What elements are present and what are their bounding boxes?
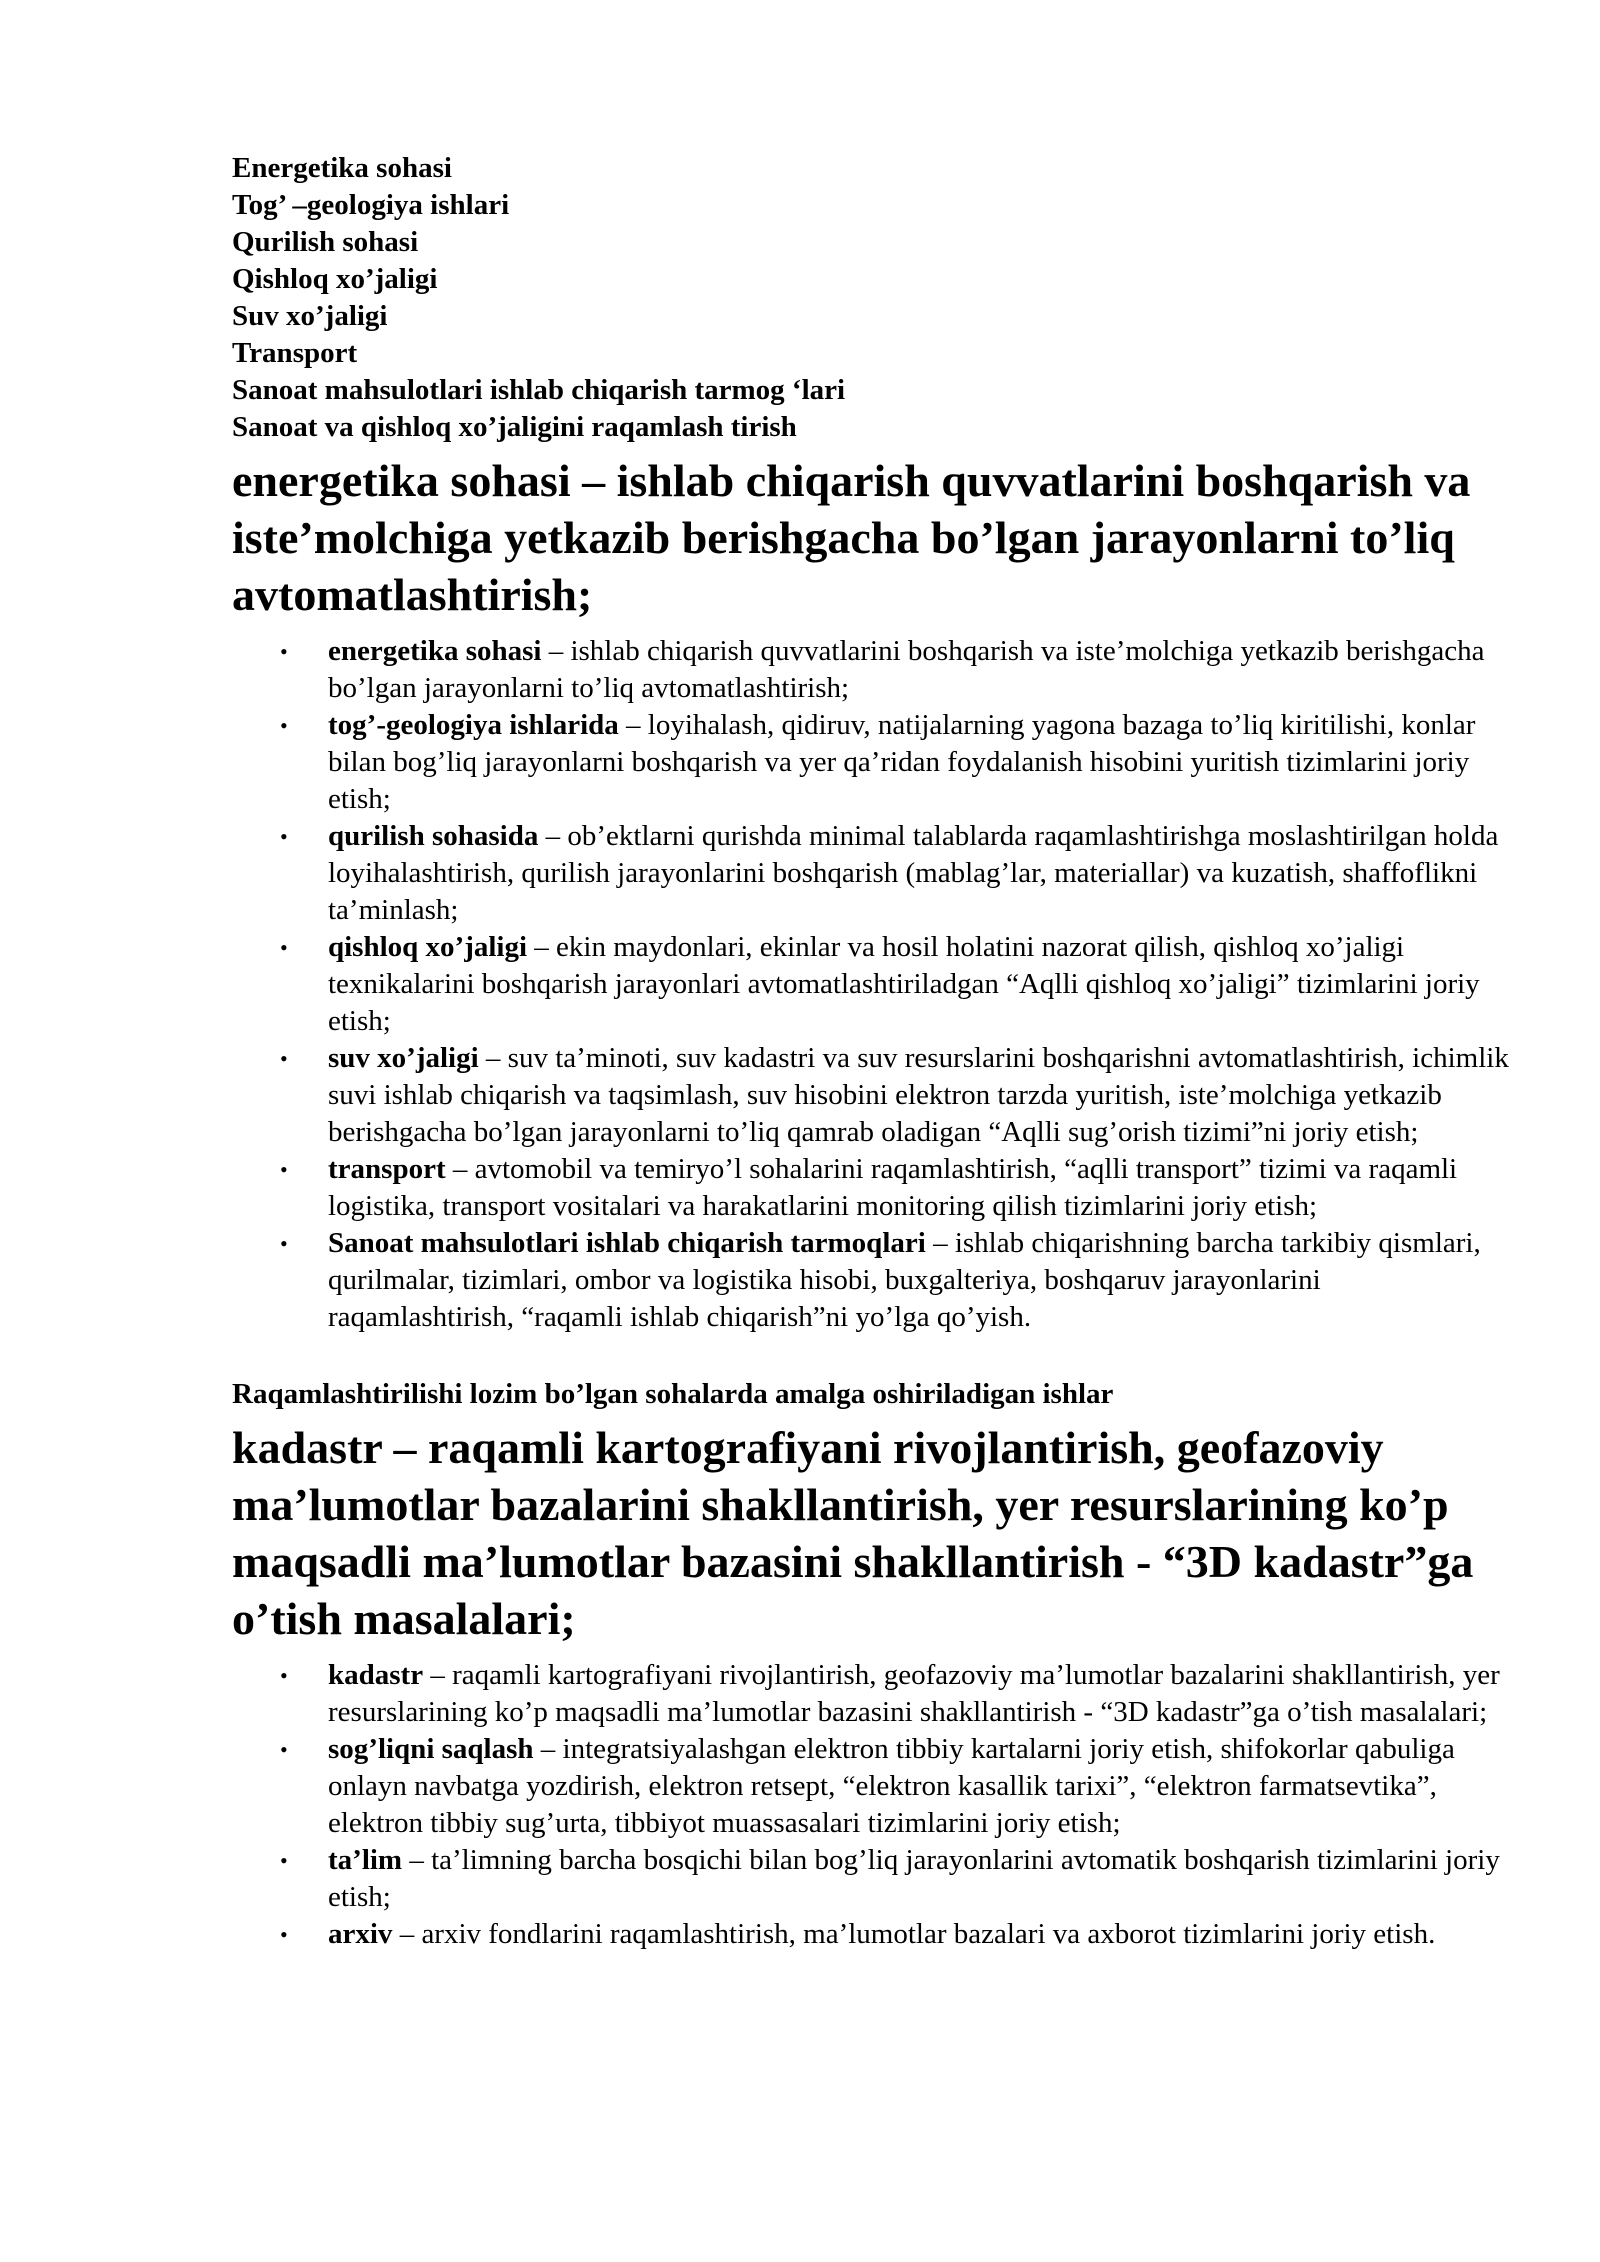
list-item	[232, 1842, 1512, 1916]
topic-line: Qurilish sohasi	[232, 226, 419, 258]
list-item	[232, 1151, 1512, 1225]
item-text: – ob’ektlarni qurishda minimal talablarda raqamlashtirishga moslashtirilgan holda loyihalashtirish, qurilish jarayonlarini boshqarish (mablag’lar, materiallar) va kuzatish, shaffoflikni ta’minlash;	[328, 820, 1499, 926]
item-term: Sanoat mahsulotlari ishlab chiqarish tarmoqlari	[328, 1227, 926, 1259]
bullet-icon: •	[280, 1922, 288, 1947]
bullet-icon: •	[280, 935, 288, 960]
section-heading: energetika sohasi – ishlab chiqarish quvvatlarini boshqarish va iste’molchiga yetkazib berishgacha bo’lgan jarayonlarni to’liq avtomatlashtirish;	[232, 455, 1471, 620]
bullet-list	[232, 1657, 1512, 1953]
item-text: – suv ta’minoti, suv kadastri va suv resurslarini boshqarishni avtomatlashtirish, ichimlik suvi ishlab chiqarish va taqsimlash, suv hisobini elektron tarzda yuritish, iste’molchiga yetkazib berishgacha bo’lgan jarayonlarni to’liq qamrab oladigan “Aqlli sug’orish tizimi”ni joriy etish;	[328, 1042, 1509, 1148]
bullet-icon: •	[280, 713, 288, 738]
bullet-icon: •	[280, 639, 288, 664]
topic-line: Sanoat mahsulotlari ishlab chiqarish tarmog ‘lari	[232, 374, 846, 406]
bullet-icon: •	[280, 1663, 288, 1688]
item-term: qurilish sohasida	[328, 820, 539, 852]
item-text: – integratsiyalashgan elektron tibbiy kartalarni joriy etish, shifokorlar qabuliga onlayn navbatga yozdirish, elektron retsept, “elektron kasallik tarixi”, “elektron farmatsevtika”, elektron tibbiy sug’urta, tibbiyot muassasalari tizimlarini joriy etish;	[328, 1733, 1455, 1839]
item-term: sog’liqni saqlash	[328, 1733, 534, 1765]
topic-line: Tog’ –geologiya ishlari	[232, 189, 510, 221]
item-text: – ishlab chiqarish quvvatlarini boshqarish va iste’molchiga yetkazib berishgacha bo’lgan jarayonlarni to’liq avtomatlashtirish;	[328, 635, 1485, 704]
item-term: ta’lim	[328, 1844, 403, 1876]
topic-line: Energetika sohasi	[232, 152, 452, 184]
list-item	[232, 1225, 1512, 1336]
document-page	[232, 150, 1512, 1953]
item-text: – ishlab chiqarishning barcha tarkibiy qismlari, qurilmalar, tizimlari, ombor va logistika hisobi, buxgalteriya, boshqaruv jarayonlarini raqamlashtirish, “raqamli ishlab chiqarish”ni yo’lga qo’yish.	[328, 1227, 1481, 1333]
bullet-icon: •	[280, 824, 288, 849]
list-item	[232, 929, 1512, 1040]
list-item	[232, 1916, 1512, 1953]
section-heading: kadastr – raqamli kartografiyani rivojlantirish, geofazoviy ma’lumotlar bazalarini shakllantirish, yer resurslarining ko’p maqsadli ma’lumotlar bazasini shakllantirish - “3D kadastr”ga o’tish masalalari;	[232, 1422, 1474, 1644]
item-text: – loyihalash, qidiruv, natijalarning yagona bazaga to’liq kiritilishi, konlar bilan bog’liq jarayonlarni boshqarish va yer qa’ridan foydalanish hisobini yuritish tizimlarini joriy etish;	[328, 709, 1476, 815]
bullet-icon: •	[280, 1157, 288, 1182]
item-term: suv xo’jaligi	[328, 1042, 479, 1074]
item-term: energetika sohasi	[328, 635, 542, 667]
item-term: transport	[328, 1153, 446, 1185]
item-text: – ta’limning barcha bosqichi bilan bog’liq jarayonlarini avtomatik boshqarish tizimlarini joriy etish;	[328, 1844, 1500, 1913]
list-item	[232, 633, 1512, 707]
item-term: tog’-geologiya ishlarida	[328, 709, 619, 741]
section-subheading: Raqamlashtirilishi lozim bo’lgan sohalarda amalga oshiriladigan ishlar	[232, 1378, 1114, 1410]
bullet-icon: •	[280, 1231, 288, 1256]
bullet-icon: •	[280, 1737, 288, 1762]
list-item	[232, 1657, 1512, 1731]
item-term: kadastr	[328, 1659, 424, 1691]
list-item	[232, 1731, 1512, 1842]
bullet-list	[232, 633, 1512, 1336]
item-text: – ekin maydonlari, ekinlar va hosil holatini nazorat qilish, qishloq xo’jaligi texnikalarini boshqarish jarayonlari avtomatlashtiriladgan “Aqlli qishloq xo’jaligi” tizimlarini joriy etish;	[328, 931, 1480, 1037]
item-text: – avtomobil va temiryo’l sohalarini raqamlashtirish, “aqlli transport” tizimi va raqamli logistika, transport vositalari va harakatlarini monitoring qilish tizimlarini joriy etish;	[328, 1153, 1458, 1222]
item-text: – arxiv fondlarini raqamlashtirish, ma’lumotlar bazalari va axborot tizimlarini joriy etish.	[392, 1918, 1436, 1950]
topic-list	[232, 150, 1512, 446]
list-item	[232, 707, 1512, 818]
bullet-icon: •	[280, 1848, 288, 1873]
list-item	[232, 818, 1512, 929]
item-text: – raqamli kartografiyani rivojlantirish, geofazoviy ma’lumotlar bazalarini shakllantirish, yer resurslarining ko’p maqsadli ma’lumotlar bazasini shakllantirish - “3D kadastr”ga o’tish masalalari;	[328, 1659, 1500, 1728]
item-term: arxiv	[328, 1918, 393, 1950]
topic-line: Qishloq xo’jaligi	[232, 263, 438, 295]
topic-line: Suv xo’jaligi	[232, 300, 388, 332]
topic-line: Transport	[232, 337, 358, 369]
item-term: qishloq xo’jaligi	[328, 931, 528, 963]
bullet-icon: •	[280, 1046, 288, 1071]
list-item	[232, 1040, 1512, 1151]
topic-line: Sanoat va qishloq xo’jaligini raqamlash tirish	[232, 411, 797, 443]
